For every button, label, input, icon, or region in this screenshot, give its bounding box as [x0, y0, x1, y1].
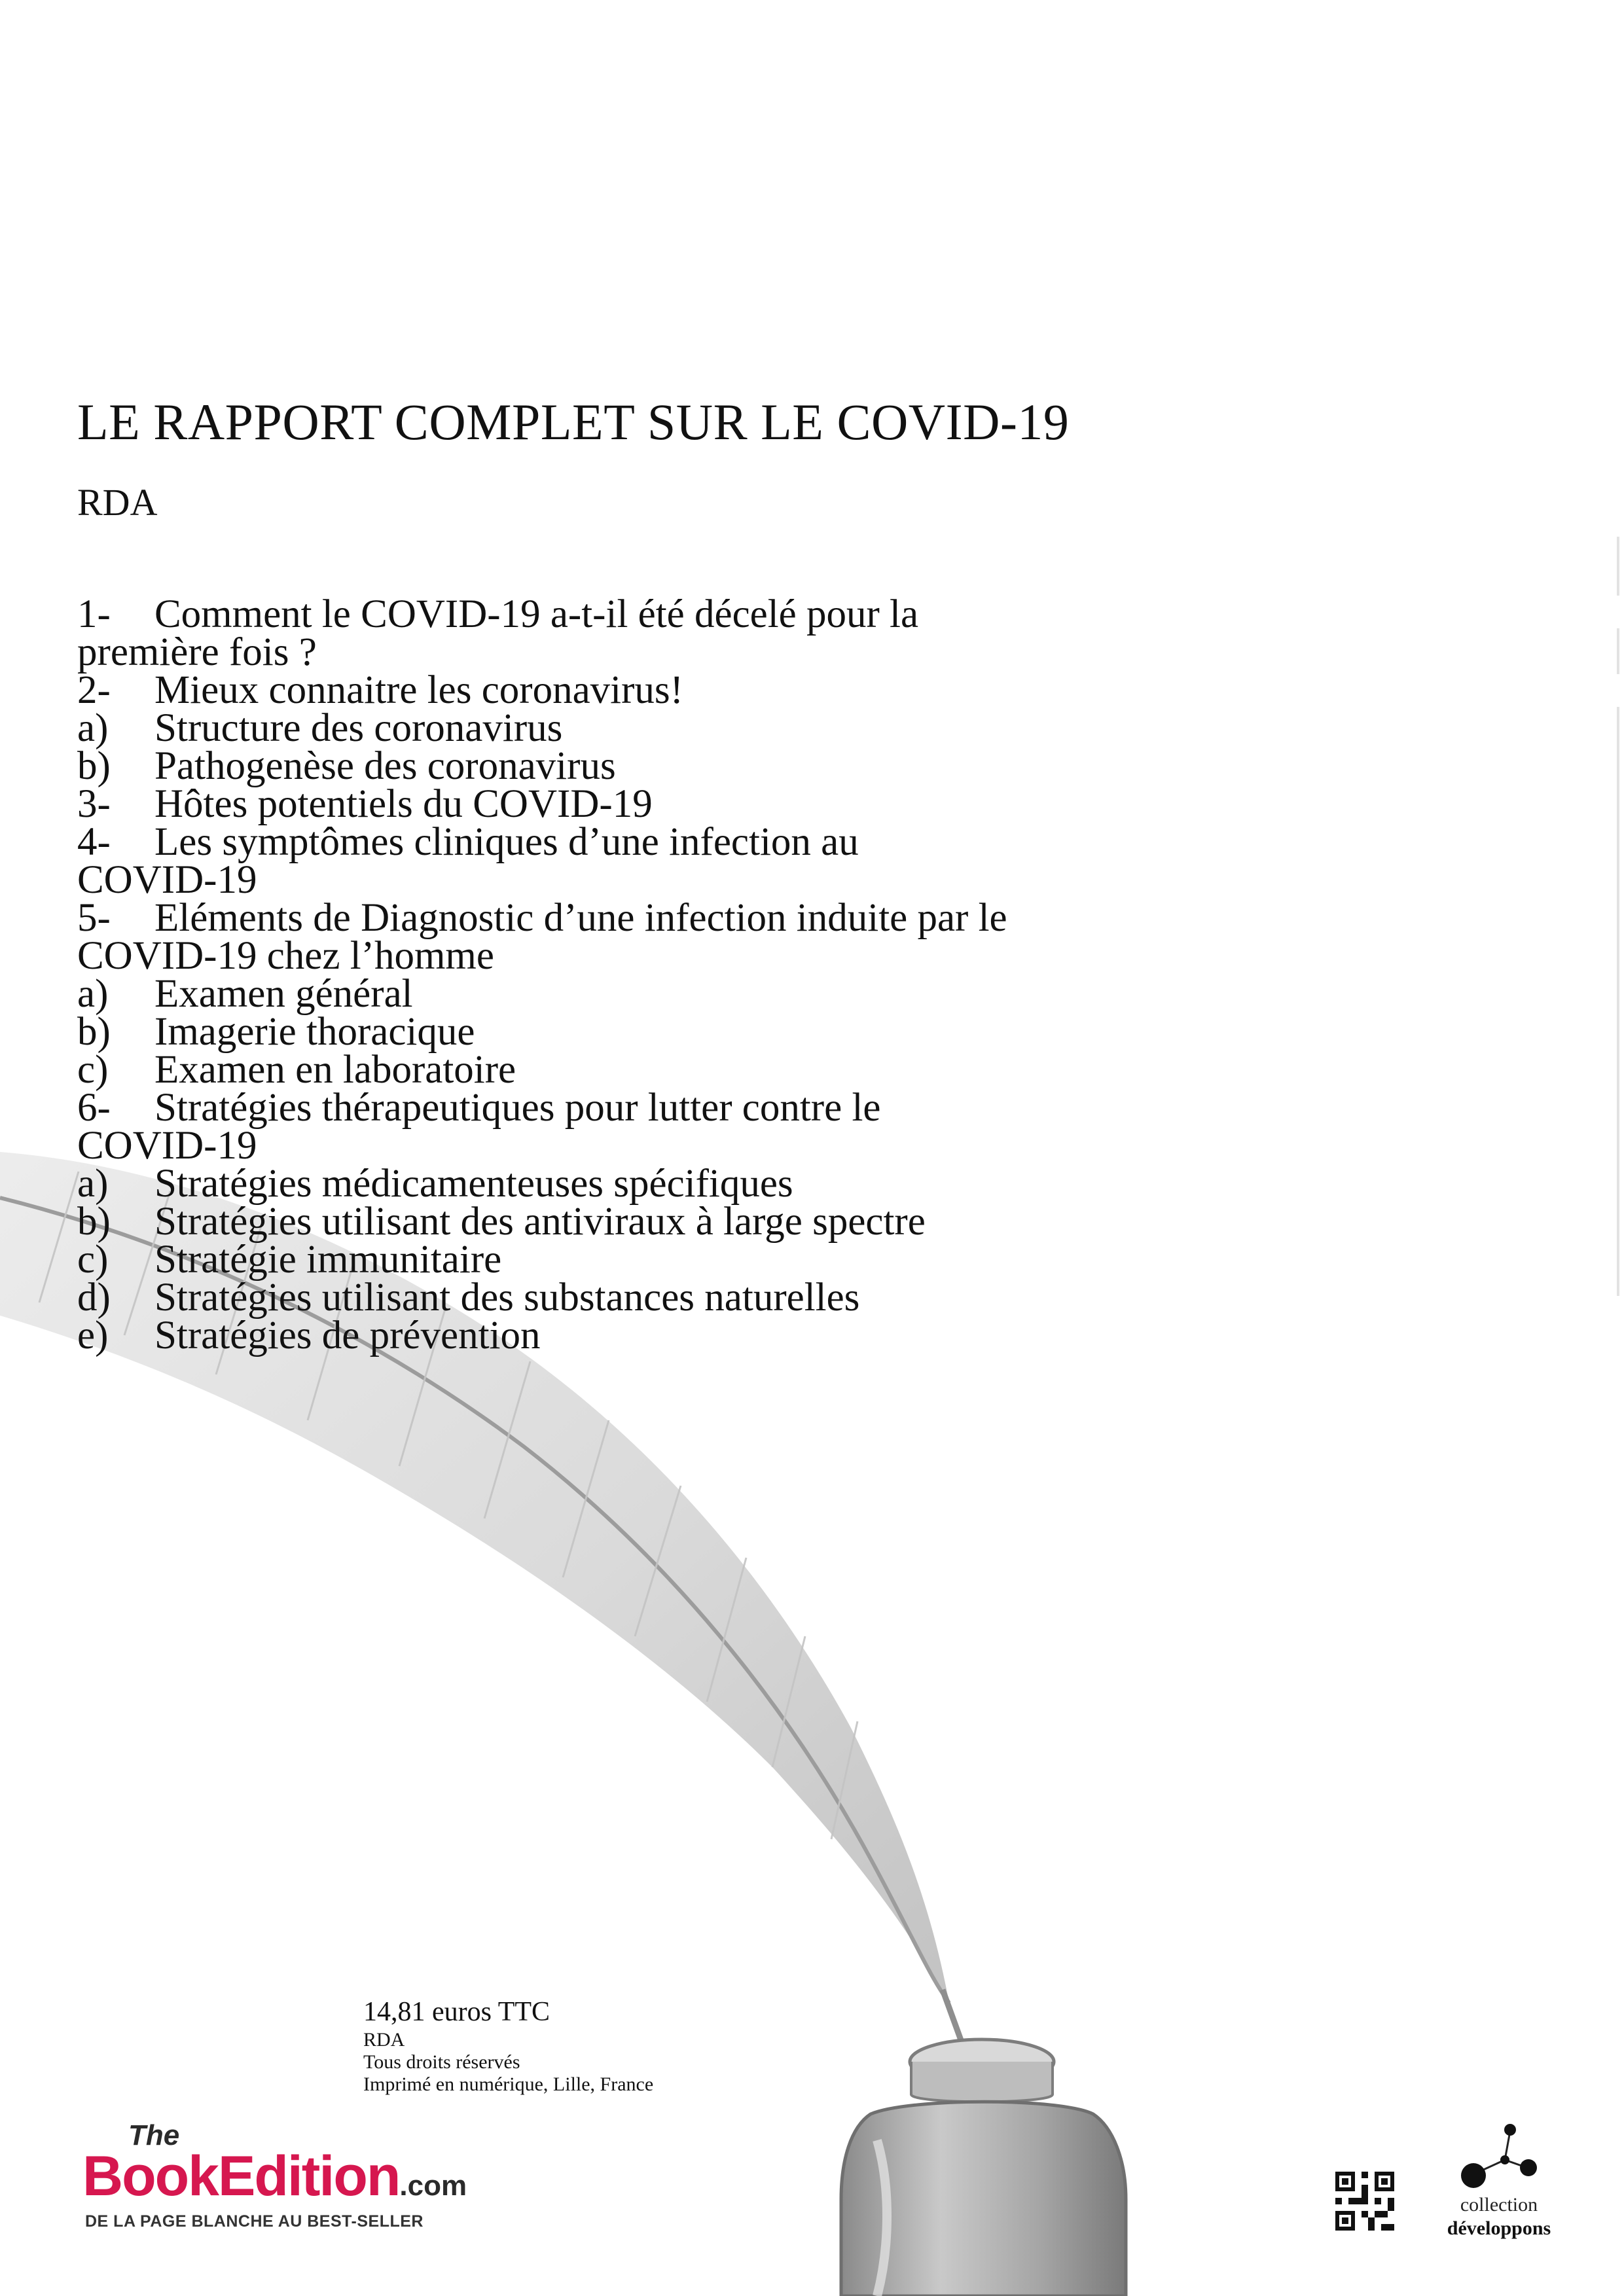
collection-name: développons	[1447, 2217, 1551, 2239]
publisher-tagline: DE LA PAGE BLANCHE AU BEST-SELLER	[85, 2212, 424, 2231]
toc-number: a)	[77, 972, 109, 1016]
toc-text: Examen en laboratoire	[154, 1048, 516, 1092]
toc-text: Les symptômes cliniques d’une infection au	[154, 820, 859, 864]
toc-number: 1-	[77, 592, 111, 636]
publisher-logo-brand	[82, 2144, 467, 2209]
toc-item	[77, 934, 1288, 978]
toc-number: b)	[77, 744, 111, 788]
toc-text: COVID-19 chez l’homme	[77, 934, 494, 978]
publisher-logo-domain: .com	[399, 2170, 467, 2202]
page-edge-rule	[1617, 628, 1619, 674]
imprint-block	[363, 1995, 653, 2096]
toc-number: c)	[77, 1048, 109, 1092]
toc-item	[77, 820, 1288, 864]
page-edge-rule	[1617, 707, 1619, 1296]
toc-text: Stratégies médicamenteuses spécifiques	[154, 1162, 793, 1206]
author-name: RDA	[77, 481, 158, 524]
toc-text: Pathogenèse des coronavirus	[154, 744, 616, 788]
toc-item	[77, 630, 1288, 674]
toc-item	[77, 592, 1288, 636]
toc-number: a)	[77, 706, 109, 750]
toc-number: e)	[77, 1314, 109, 1357]
toc-text: Stratégie immunitaire	[154, 1238, 502, 1282]
toc-text: Stratégies utilisant des substances naturelles	[154, 1276, 860, 1319]
toc-number: 6-	[77, 1086, 111, 1130]
publisher-logo	[77, 2119, 483, 2244]
toc-number: c)	[77, 1238, 109, 1282]
table-of-contents	[77, 592, 1288, 1357]
toc-item	[77, 1124, 1288, 1168]
rights-notice: Tous droits réservés	[363, 2051, 520, 2073]
toc-item	[77, 706, 1288, 750]
toc-text: Mieux connaitre les coronavirus!	[154, 668, 683, 712]
printing-notice: Imprimé en numérique, Lille, France	[363, 2073, 654, 2095]
imprint-author: RDA	[363, 2029, 405, 2051]
toc-text: Hôtes potentiels du COVID-19	[154, 782, 653, 826]
qr-code-icon	[1335, 2172, 1394, 2231]
toc-text: Eléments de Diagnostic d’une infection induite par le	[154, 896, 1007, 940]
toc-item	[77, 858, 1288, 902]
collection-label: collection	[1460, 2194, 1538, 2215]
book-title: LE RAPPORT COMPLET SUR LE COVID-19	[77, 393, 1070, 450]
toc-item	[77, 1162, 1288, 1206]
toc-item	[77, 1086, 1288, 1130]
toc-number: b)	[77, 1010, 111, 1054]
toc-item	[77, 744, 1288, 788]
publisher-logo-name: BookEdition	[82, 2145, 400, 2208]
toc-number: a)	[77, 1162, 109, 1206]
toc-item	[77, 972, 1288, 1016]
publisher-logo-the: The	[128, 2119, 180, 2151]
toc-text: COVID-19	[77, 1124, 257, 1168]
toc-item	[77, 896, 1288, 940]
toc-number: 2-	[77, 668, 111, 712]
toc-number: b)	[77, 1200, 111, 1244]
toc-item	[77, 1010, 1288, 1054]
toc-item	[77, 1048, 1288, 1092]
toc-item	[77, 782, 1288, 826]
toc-number: d)	[77, 1276, 111, 1319]
toc-text: Imagerie thoracique	[154, 1010, 475, 1054]
molecule-icon	[1450, 2121, 1548, 2193]
toc-text: Stratégies de prévention	[154, 1314, 541, 1357]
toc-number: 5-	[77, 896, 111, 940]
page-edge-rule	[1617, 537, 1619, 596]
collection-logo	[1424, 2121, 1594, 2251]
toc-item	[77, 1314, 1288, 1357]
toc-item	[77, 1276, 1288, 1319]
toc-item	[77, 1200, 1288, 1244]
toc-text: Stratégies utilisant des antiviraux à large spectre	[154, 1200, 926, 1244]
toc-number: 3-	[77, 782, 111, 826]
toc-text: Examen général	[154, 972, 413, 1016]
toc-text: première fois ?	[77, 630, 317, 674]
toc-text: Structure des coronavirus	[154, 706, 563, 750]
price: 14,81 euros TTC	[363, 1997, 550, 2027]
toc-number: 4-	[77, 820, 111, 864]
toc-text: Comment le COVID-19 a-t-il été décelé pour la	[154, 592, 919, 636]
toc-item	[77, 668, 1288, 712]
toc-text: COVID-19	[77, 858, 257, 902]
toc-text: Stratégies thérapeutiques pour lutter contre le	[154, 1086, 881, 1130]
toc-item	[77, 1238, 1288, 1282]
